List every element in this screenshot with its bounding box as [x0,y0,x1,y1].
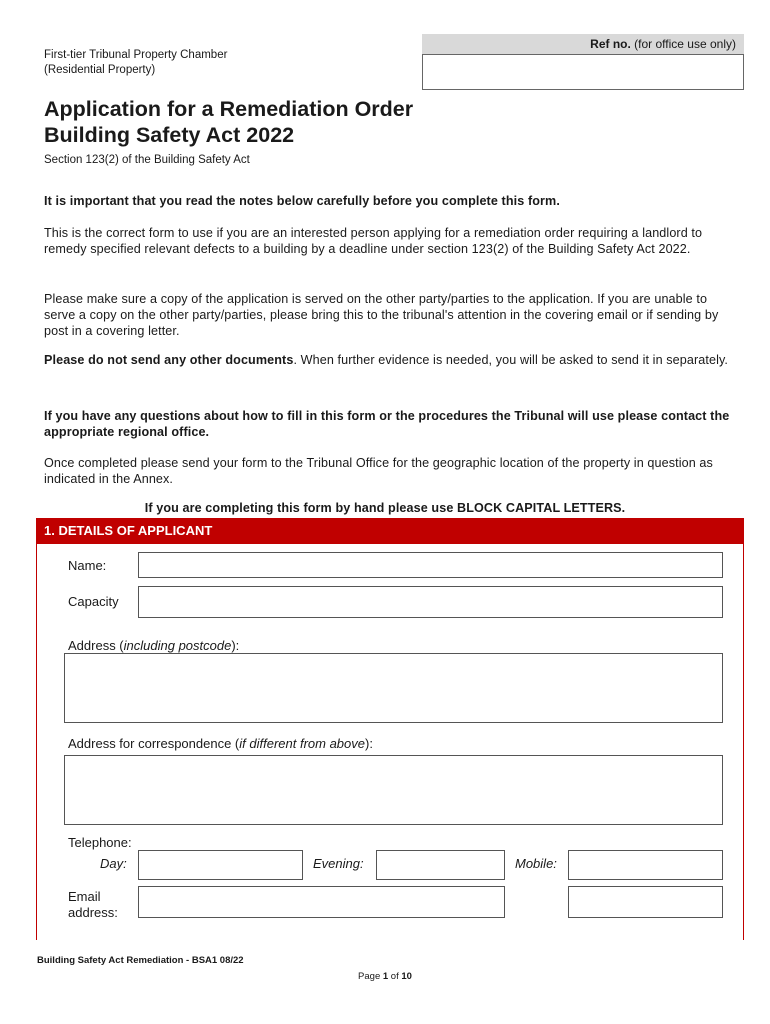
page-of: of [388,971,402,982]
corr-label-text: Address for correspondence ( [68,736,240,751]
ref-note: (for office use only) [634,37,736,51]
ref-number-field[interactable] [422,54,744,90]
title-line-2: Building Safety Act 2022 [44,123,295,147]
tribunal-line-1: First-tier Tribunal Property Chamber [44,49,228,61]
email-input[interactable] [138,886,505,918]
mobile-phone-input[interactable] [568,850,723,880]
correct-form-paragraph: This is the correct form to use if you are an interested person applying for a remediation order requiring a landlord to remedy specified relevant defects to a building by a deadline under section 123(2) of the Building Safety Act 2022. [44,226,703,256]
page-current: 1 [382,971,389,982]
corr-label-italic: if different from above [239,736,365,751]
capacity-label: Capacity [68,594,119,609]
email-label [68,889,118,921]
form-code: Building Safety Act Remediation - BSA1 08/22 [37,955,244,966]
address-label-text: Address ( [68,638,124,653]
page-total: 10 [401,971,412,982]
address-input[interactable] [64,653,723,723]
no-documents-paragraph [44,352,734,368]
mobile-label: Mobile: [515,856,557,871]
send-form-paragraph: Once completed please send your form to the Tribunal Office for the geographic location of the property in question as indicated in the Annex. [44,456,713,486]
evening-phone-input[interactable] [376,850,505,880]
no-documents-rest: . When further evidence is needed, you will be asked to send it in separately. [293,353,729,367]
page-prefix: Page [358,971,383,982]
evening-label: Evening: [313,856,364,871]
email-label-line-2: address: [68,905,118,920]
name-label: Name: [68,558,107,573]
email-label-line-1: Email [68,889,101,904]
block-capitals-notice: If you are completing this form by hand please use BLOCK CAPITAL LETTERS. [144,501,626,515]
serve-copy-paragraph: Please make sure a copy of the application is served on the other party/parties to the application. If you are unable to serve a copy on the other party/parties, please bring this to the tribunal's attention in the covering email or if sending by post in a covering letter. [44,292,719,338]
name-input[interactable] [138,552,723,578]
ref-number-header [422,34,744,54]
ref-label: Ref no. [590,37,631,51]
day-phone-input[interactable] [138,850,303,880]
correspondence-address-input[interactable] [64,755,723,825]
address-label-italic: including postcode [123,638,232,653]
important-notice: It is important that you read the notes below carefully before you complete this form. [44,194,560,208]
tribunal-line-2: (Residential Property) [44,64,156,76]
section-1-heading: 1. DETAILS OF APPLICANT [36,518,744,544]
tribunal-name [44,48,227,78]
correspondence-address-label [68,736,373,752]
corr-label-end: ): [365,736,373,751]
form-title [44,96,413,148]
extra-input[interactable] [568,886,723,918]
section-reference: Section 123(2) of the Building Safety Act [44,154,250,166]
capacity-input[interactable] [138,586,723,618]
day-label: Day: [100,856,127,871]
page-number [0,971,770,982]
address-label-end: ): [231,638,240,653]
no-documents-bold: Please do not send any other documents [44,353,294,367]
questions-paragraph: If you have any questions about how to fill in this form or the procedures the Tribunal will use please contact the appropriate regional office. [44,409,730,439]
telephone-label: Telephone: [68,835,132,850]
title-line-1: Application for a Remediation Order [44,97,414,121]
address-label [68,638,239,654]
